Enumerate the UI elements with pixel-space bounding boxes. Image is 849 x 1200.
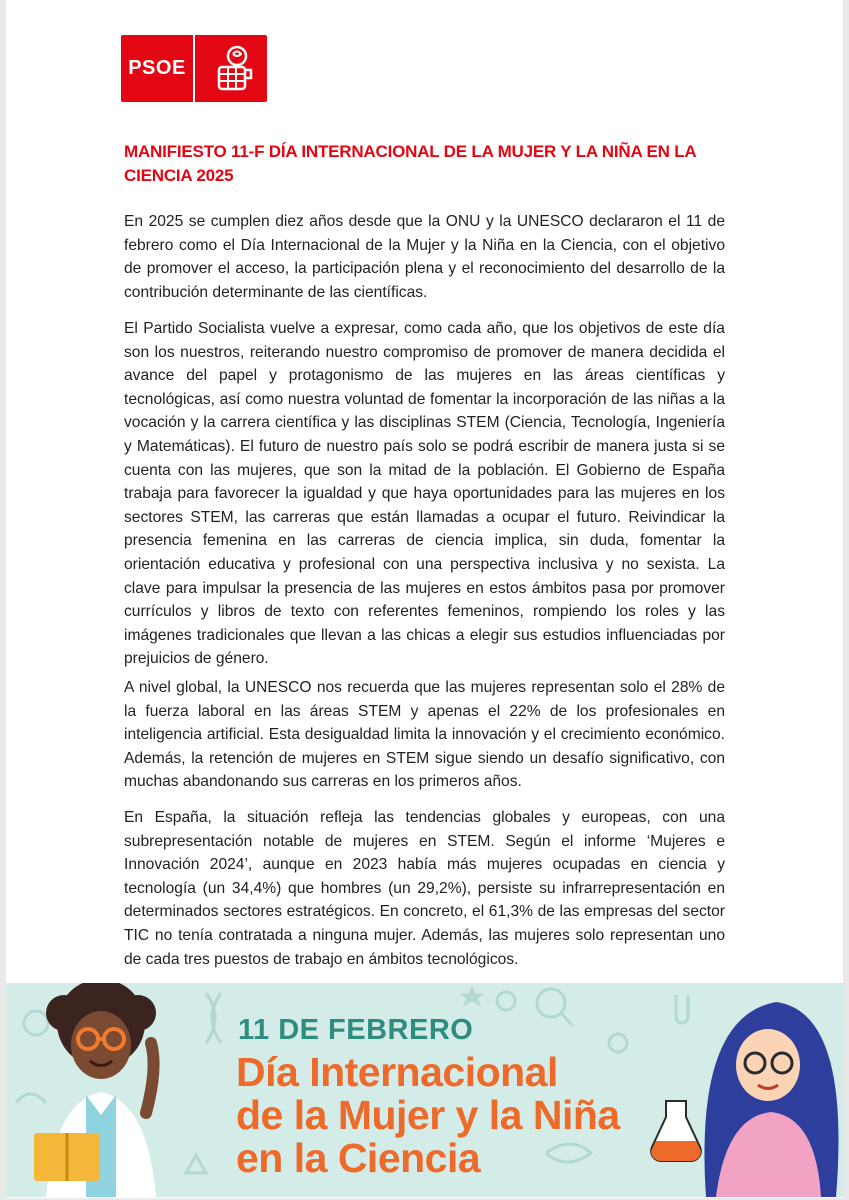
paragraph: En 2025 se cumplen diez años desde que la ONU y la UNESCO declararon el 11 de febrero como el Día Internacional de la Mujer y la Niña en la Ciencia, con el objetivo de promover el acceso, la participación plena y el reconocimiento del desarrollo de la contribución determinante de las científicas. xyxy=(124,213,725,301)
banner-title-line2: de la Mujer y la Niña xyxy=(236,1092,620,1138)
paragraph: A nivel global, la UNESCO nos recuerda que las mujeres representan solo el 28% de la fuerza laboral en las áreas STEM y apenas el 22% de los profesionales en inteligencia artificial. Esta desigualdad limita la innovación y el crecimiento económico. Además, la retención de mujeres en STEM sigue siendo un desafío significativo, con muchas abandonando sus carreras en los primeros años. xyxy=(124,679,725,791)
logo-text: PSOE xyxy=(128,57,186,79)
psoe-logo xyxy=(121,35,267,102)
scientist-girl-figure xyxy=(651,1002,839,1197)
banner-date: 11 DE FEBRERO xyxy=(238,1014,474,1046)
scientist-woman-figure xyxy=(34,983,156,1197)
fist-rose-icon xyxy=(209,43,259,95)
banner-title-line3: en la Ciencia xyxy=(236,1135,481,1181)
banner-title-line1: Día Internacional xyxy=(236,1049,558,1095)
document-page xyxy=(6,0,843,1198)
paragraph: En España, la situación refleja las tendencias globales y europeas, con una subrepresentación notable de mujeres en STEM. Según el informe ‘Mujeres e Innovación 2024’, aunque en 2023 había más mujeres ocupadas en ciencia y tecnología (un 34,4%) que hombres (un 29,2%), persiste su infrarrepresentación en determinados sectores estratégicos. En concreto, el 61,3% de las empresas del sector TIC no tenía contratada a ninguna mujer. Además, las mujeres solo representan uno de cada tres puestos de trabajo en ámbitos tecnológicos. xyxy=(124,809,725,968)
page-title: MANIFIESTO 11-F DÍA INTERNACIONAL DE LA MUJER Y LA NIÑA EN LA CIENCIA 2025 xyxy=(124,142,696,185)
paragraph: El Partido Socialista vuelve a expresar, como cada año, que los objetivos de este día son los nuestros, reiterando nuestro compromiso de promover de manera decidida el avance del papel y protagonismo de las mujeres en las áreas científicas y tecnológicas, así como nuestra voluntad de fomentar la incorporación de las niñas a la vocación y la carrera científica y las disciplinas STEM (Ciencia, Tecnología, Ingeniería y Matemáticas). El futuro de nuestro país solo se podrá escribir de manera justa si se cuenta con las mujeres, que son la mitad de la población. El Gobierno de España trabaja para favorecer la igualdad y que haya oportunidades para las mujeres en los sectores STEM, las carreras que están llamadas a ocupar el futuro. Reivindicar la presencia femenina en las carreras de ciencia implica, sin duda, fomentar la orientación educativa y profesional con una perspectiva inclusiva y no sexista. La clave para impulsar la presencia de las mujeres en estos ámbitos pasa por promover currículos y libros de texto con referentes femeninos, rompiendo los roles y las imágenes tradicionales que llevan a las chicas a elegir sus estudios influenciadas por prejuicios de género. xyxy=(124,320,725,668)
logo-separator xyxy=(193,35,195,102)
event-banner xyxy=(6,983,843,1197)
